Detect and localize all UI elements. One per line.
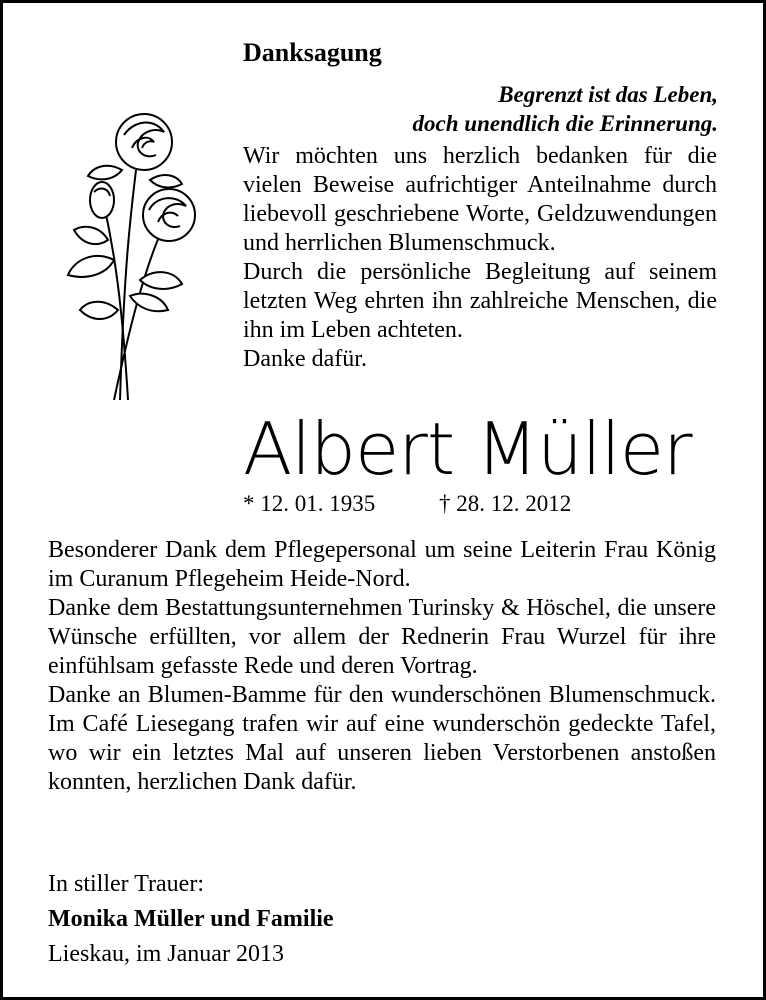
signer-name: Monika Müller und Familie: [48, 906, 334, 932]
rose-icon: [44, 100, 214, 410]
thanks-text: [48, 536, 716, 797]
intro-paragraph: Wir möchten uns herzlich bedanken für die vielen Beweise aufrichtiger Anteilnahme durch liebevoll geschriebene Worte, Geldzuwendungen und herrlichen Blumenschmuck.: [243, 143, 717, 256]
signature-block: [48, 868, 334, 973]
thanks-paragraph: Danke dem Bestattungsunternehmen Turinsky & Höschel, die unsere Wünsche erfüllten, vor allem der Rednerin Frau Wurzel für ihre einfühlsam gefasste Rede und deren Vortrag.: [48, 595, 716, 679]
thanks-paragraph: Besonderer Dank dem Pflegepersonal um seine Leiterin Frau König im Curanum Pflegeheim Heide-Nord.: [48, 537, 716, 592]
birth-date: * 12. 01. 1935: [243, 491, 376, 516]
place-date: Lieskau, im Januar 2013: [48, 941, 284, 967]
intro-text: [243, 142, 717, 374]
intro-paragraph: Durch die persönliche Begleitung auf seinem letzten Weg ehrten ihn zahlreiche Menschen, die ihn im Leben achteten.: [243, 259, 717, 343]
notice-heading: Danksagung: [243, 38, 382, 67]
thanks-paragraph: Danke an Blumen-Bamme für den wunderschönen Blumenschmuck. Im Café Liesegang trafen wir auf eine wunderschön gedeckte Tafel, wo wir ein letztes Mal auf unseren lieben Verstorbenen anstoßen konnten, herzlichen Dank dafür.: [48, 682, 716, 795]
deceased-name: Albert Müller: [243, 407, 692, 491]
death-date: † 28. 12. 2012: [439, 491, 572, 516]
motto: [413, 80, 718, 138]
motto-line: Begrenzt ist das Leben,: [498, 82, 718, 107]
closing-phrase: In stiller Trauer:: [48, 871, 204, 897]
intro-paragraph: Danke dafür.: [243, 346, 367, 372]
life-dates: [243, 491, 571, 517]
motto-line: doch unendlich die Erinnerung.: [412, 111, 718, 136]
